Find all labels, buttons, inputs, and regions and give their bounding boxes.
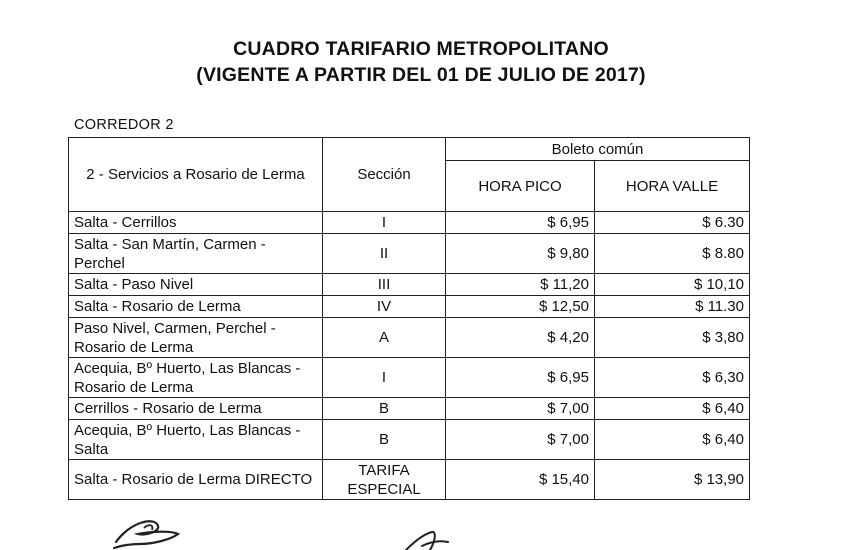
route-cell: Salta - Cerrillos [69, 212, 323, 234]
route-cell: Acequia, Bº Huerto, Las Blancas - Rosario de Lerma [69, 358, 323, 398]
table-row [69, 212, 750, 234]
peak-price-cell: $ 6,95 [446, 358, 595, 398]
section-cell: I [323, 212, 446, 234]
peak-price-cell: $ 15,40 [446, 460, 595, 500]
peak-price-cell: $ 7,00 [446, 398, 595, 420]
table-row [69, 358, 750, 398]
peak-price-cell: $ 6,95 [446, 212, 595, 234]
peak-price-cell: $ 4,20 [446, 318, 595, 358]
route-cell: Acequia, Bº Huerto, Las Blancas - Salta [69, 420, 323, 460]
route-cell: Paso Nivel, Carmen, Perchel - Rosario de Lerma [69, 318, 323, 358]
route-cell: Cerrillos - Rosario de Lerma [69, 398, 323, 420]
section-cell: II [323, 234, 446, 274]
valley-price-cell: $ 6.30 [595, 212, 750, 234]
corridor-label: CORREDOR 2 [74, 117, 174, 133]
peak-price-cell: $ 9,80 [446, 234, 595, 274]
header-service: 2 - Servicios a Rosario de Lerma [69, 138, 323, 212]
table-row [69, 460, 750, 500]
header-valley: HORA VALLE [595, 161, 750, 212]
valley-price-cell: $ 11.30 [595, 296, 750, 318]
peak-price-cell: $ 12,50 [446, 296, 595, 318]
table-row [69, 296, 750, 318]
section-cell: III [323, 274, 446, 296]
section-cell: A [323, 318, 446, 358]
peak-price-cell: $ 11,20 [446, 274, 595, 296]
fare-table-body [69, 212, 750, 500]
table-row [69, 398, 750, 420]
route-cell: Salta - Rosario de Lerma [69, 296, 323, 318]
section-cell: I [323, 358, 446, 398]
table-row [69, 318, 750, 358]
section-cell: B [323, 398, 446, 420]
table-row [69, 234, 750, 274]
section-cell: IV [323, 296, 446, 318]
route-cell: Salta - Rosario de Lerma DIRECTO [69, 460, 323, 500]
valley-price-cell: $ 6,40 [595, 398, 750, 420]
valley-price-cell: $ 6,40 [595, 420, 750, 460]
route-cell: Salta - San Martín, Carmen - Perchel [69, 234, 323, 274]
route-cell: Salta - Paso Nivel [69, 274, 323, 296]
valley-price-cell: $ 10,10 [595, 274, 750, 296]
table-row [69, 274, 750, 296]
signature-mark [100, 512, 190, 550]
title-line-2: (VIGENTE A PARTIR DEL 01 DE JULIO DE 2017) [196, 64, 646, 86]
valley-price-cell: $ 6,30 [595, 358, 750, 398]
signature-mark-2 [400, 528, 460, 550]
header-section: Sección [323, 138, 446, 212]
valley-price-cell: $ 13,90 [595, 460, 750, 500]
fare-table [68, 137, 750, 500]
valley-price-cell: $ 3,80 [595, 318, 750, 358]
section-cell: B [323, 420, 446, 460]
header-peak: HORA PICO [446, 161, 595, 212]
header-fare-group: Boleto común [446, 138, 750, 161]
section-cell: TARIFA ESPECIAL [323, 460, 446, 500]
peak-price-cell: $ 7,00 [446, 420, 595, 460]
title-line-1: CUADRO TARIFARIO METROPOLITANO [233, 38, 609, 60]
table-row [69, 420, 750, 460]
valley-price-cell: $ 8.80 [595, 234, 750, 274]
